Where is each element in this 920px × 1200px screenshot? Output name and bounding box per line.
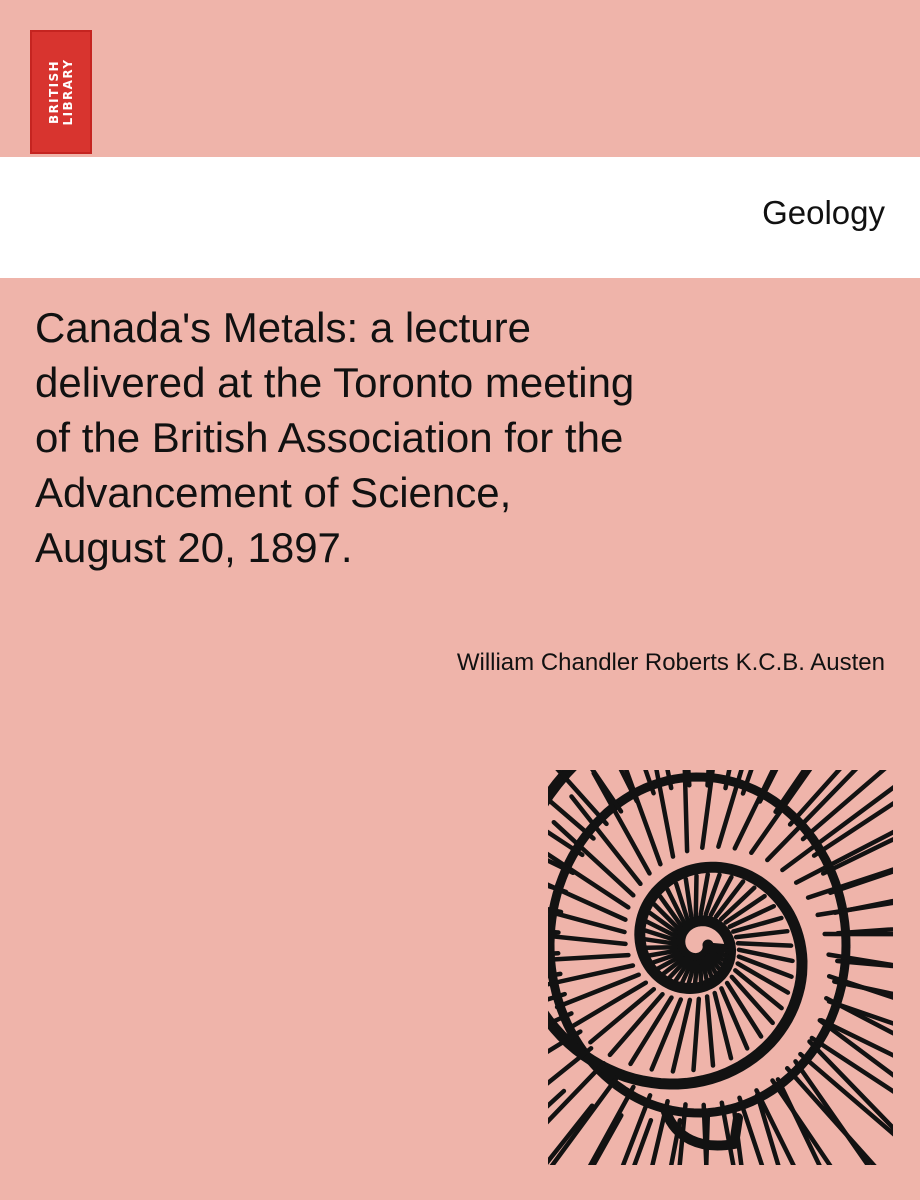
logo-line-library: LIBRARY	[61, 58, 75, 126]
title-line: delivered at the Toronto meeting	[35, 359, 635, 406]
ammonite-rib	[707, 997, 713, 1066]
ammonite-rib	[800, 1054, 893, 1165]
author-name: William Chandler Roberts K.C.B. Austen	[456, 649, 885, 676]
title-line: of the British Association for the	[35, 414, 624, 461]
ammonite-rib	[696, 876, 697, 916]
ammonite-rib	[823, 770, 893, 874]
logo-line-british: BRITISH	[47, 60, 61, 124]
title-line: Advancement of Science,	[35, 469, 512, 516]
ammonite-rib	[773, 1081, 894, 1166]
ammonite-rib	[694, 999, 699, 1070]
ammonite-rib	[822, 1020, 894, 1122]
title-line: Canada's Metals: a lecture	[35, 304, 531, 351]
logo-text	[47, 36, 75, 148]
subject-band	[0, 157, 920, 278]
ammonite-rib	[684, 770, 688, 851]
british-library-logo	[30, 30, 92, 154]
ammonite-rib	[700, 961, 701, 983]
ammonite-rib	[548, 955, 628, 960]
book-title	[35, 300, 905, 575]
subject-label: Geology	[762, 194, 885, 231]
ammonite-rib	[548, 1048, 591, 1165]
ammonite-rib	[736, 931, 787, 937]
ammonite-rib	[548, 934, 626, 944]
ammonite-rib	[647, 947, 676, 948]
ammonite-icon	[548, 770, 893, 1165]
ammonite-rib	[738, 943, 791, 945]
title-line: August 20, 1897.	[35, 524, 353, 571]
